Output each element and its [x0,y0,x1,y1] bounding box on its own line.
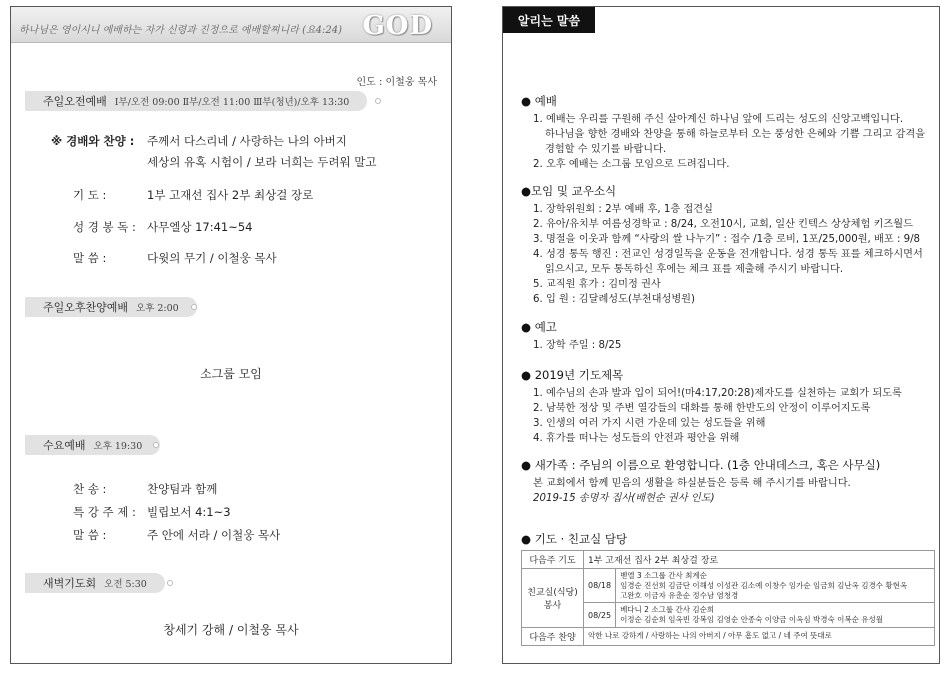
fellowship-date: 08/25 [584,603,616,628]
table-row [522,603,935,628]
meeting-line: 4. 성경 통독 행진 : 전교인 성경일독을 운동을 전개합니다. 성경 통독 표를 체크하시면서 [533,249,923,260]
meeting-line: 5. 교직원 휴가 : 김미정 권사 [533,279,661,290]
prayer-row [73,187,313,203]
banner-verse: 하나님은 영이시니 예배하는 자가 신령과 진정으로 예배할찌니라 (요4:24) [19,25,342,36]
wednesday-title: 수요예배 [43,439,86,452]
hymn-line2: 세상의 유혹 시험이 / 보라 너희는 두려워 말고 [147,155,377,169]
group-members: 고완호 이금자 유춘순 정수남 염청경 [620,590,739,600]
new-family-line: 2019-15 송명자 집사(배현순 권사 인도) [533,493,715,504]
verse-banner [11,7,451,43]
table-row [522,569,935,603]
meeting-line: 1. 장학위원회 : 2부 예배 후, 1층 접견실 [533,204,713,215]
group-members: 임경순 진선희 김금단 이해성 이성관 김소예 이창수 임가순 임금희 김난옥 김경수 황현옥 [620,580,908,590]
fellowship-label: 친교실(식당) 봉사 [522,569,584,628]
announcements-panel [502,6,940,664]
praise-label: 찬 송 : [73,482,107,496]
dawn-prayer-header [25,573,441,593]
worship-line: 2. 오후 예배는 소그룹 모임으로 드려집니다. [533,159,730,170]
morning-times: Ⅰ부/오전 09:00 Ⅱ부/오전 11:00 Ⅲ부(청년)/오후 13:30 [114,97,350,108]
next-praise-value: 악한 나로 강하게 / 사랑하는 나의 아버지 / 아무 흠도 없고 / 네 주여 뜻대로 [584,627,935,645]
sermon-label: 말 씀 : [73,251,107,265]
group-leader: 벧엘 3 소그룹 간사 최계순 [620,571,707,580]
duty-table [521,550,935,646]
afternoon-worship-header [25,297,441,317]
header-dot [167,580,173,586]
next-prayer-label: 다음주 기도 [522,551,584,569]
new-family-title: ● 새가족 : 주님의 이름으로 환영합니다. (1층 안내데스크, 혹은 사무실) [521,458,881,472]
morning-title: 주일오전예배 [43,95,107,108]
afternoon-time: 오후 2:00 [136,303,179,314]
worship-line: 하나님을 향한 경배와 찬양을 통해 하늘로부터 오는 풍성한 은혜와 기쁨 그리고 감격을 [545,129,926,140]
table-row [522,551,935,569]
duty-section-title: ● 기도 · 친교실 담당 [521,532,628,546]
header-dot [153,442,159,448]
worship-line: 1. 예배는 우리를 구원해 주신 살아계신 하나님 앞에 드리는 성도의 신앙고백입니다. [533,114,904,125]
fellowship-group [616,603,935,628]
prayer-topic-line: 1. 예수님의 손과 발과 입이 되어!(마4:17,20:28)제자도를 실천하는 교회가 되도록 [533,388,902,399]
new-family-line: 본 교회에서 함께 믿음의 생활을 하실분들은 등록 해 주시기를 바랍니다. [533,478,851,489]
prayer-value: 1부 고재선 집사 2부 최상걸 장로 [147,188,314,202]
wednesday-worship-header [25,435,441,455]
group-members: 이정순 김순희 임옥빈 강복임 김영순 안종숙 이양금 이옥심 박경숙 이복순 유성월 [620,615,883,624]
wed-sermon-label: 말 씀 : [73,528,107,542]
reading-label: 성 경 봉 독 : [73,220,136,234]
lecture-label: 특 강 주 제 : [73,505,136,519]
group-leader: 베다니 2 소그룹 간사 김순희 [620,605,715,615]
sermon-row [73,250,277,266]
lecture-row [73,504,231,520]
meeting-line: 3. 명절을 이웃과 함께 “사랑의 쌀 나누기” : 접수 /1층 로비, 1포/25,000원, 배포 : 9/8 [533,234,921,245]
sermon-value: 다윗의 무기 / 이철웅 목사 [147,251,277,265]
prayer-label: 기 도 : [73,188,107,202]
table-row [522,627,935,645]
reading-row [73,219,253,235]
leader-text: 인도 : 이철웅 목사 [356,77,437,88]
meeting-line: 6. 입 원 : 김달례성도(부천대성병원) [533,294,695,305]
fellowship-date: 08/18 [584,569,616,603]
wed-sermon-value: 주 안에 서라 / 이철웅 목사 [147,528,281,542]
announcements-tab: 알리는 말씀 [503,7,595,33]
meeting-line: 읽으시고, 모두 통독하신 후에는 체크 표를 제출해 주시기 바랍니다. [545,264,844,275]
prayer-topic-line: 2. 남북한 정상 및 주변 열강들의 대화를 통해 한반도의 안정이 이루어지도록 [533,403,871,414]
wed-sermon-row [73,527,280,543]
next-prayer-value: 1부 고재선 집사 2부 최상걸 장로 [584,551,935,569]
hymn-line1: 주께서 다스리네 / 사랑하는 나의 아버지 [147,134,347,148]
afternoon-content: 소그룹 모임 [200,367,262,381]
preview-line: 1. 장학 주일 : 8/25 [533,340,622,351]
wednesday-time: 오후 19:30 [93,441,143,452]
prayer-topic-line: 4. 휴가를 떠나는 성도들의 안전과 평안을 위해 [533,433,740,444]
afternoon-title: 주일오후찬양예배 [43,301,129,314]
hymn-row-2 [147,154,376,170]
praise-value: 찬양팀과 함께 [147,482,218,496]
dawn-time: 오전 5:30 [104,579,147,590]
header-dot [191,304,197,310]
dawn-content: 창세기 강해 / 이철웅 목사 [163,623,299,637]
fellowship-group [616,569,935,603]
worship-order-panel [10,6,452,664]
hymn-row [51,133,347,149]
meeting-section-title: ●모임 및 교우소식 [521,184,617,198]
hymn-label: ※ 경배와 찬양 : [51,134,135,148]
prayer-topic-line: 3. 인생의 여러 가지 시련 가운데 있는 성도들을 위해 [533,418,766,429]
header-dot [375,98,381,104]
god-logo: GOD [362,11,433,41]
praise-row [73,481,217,497]
prayer-topics-title: ● 2019년 기도제목 [521,368,624,382]
preview-section-title: ● 예고 [521,320,557,334]
worship-line: 경험할 수 있기를 바랍니다. [545,144,667,155]
reading-value: 사무엘상 17:41~54 [147,220,253,234]
dawn-title: 새벽기도회 [43,577,97,590]
meeting-line: 2. 유아/유치부 여름성경학교 : 8/24, 오전10시, 교회, 일산 킨텍스 상상체험 키즈월드 [533,219,913,230]
worship-section-title: ● 예배 [521,94,557,108]
next-praise-label: 다음주 찬양 [522,627,584,645]
morning-worship-header [25,91,441,111]
lecture-value: 빌립보서 4:1~3 [147,505,231,519]
